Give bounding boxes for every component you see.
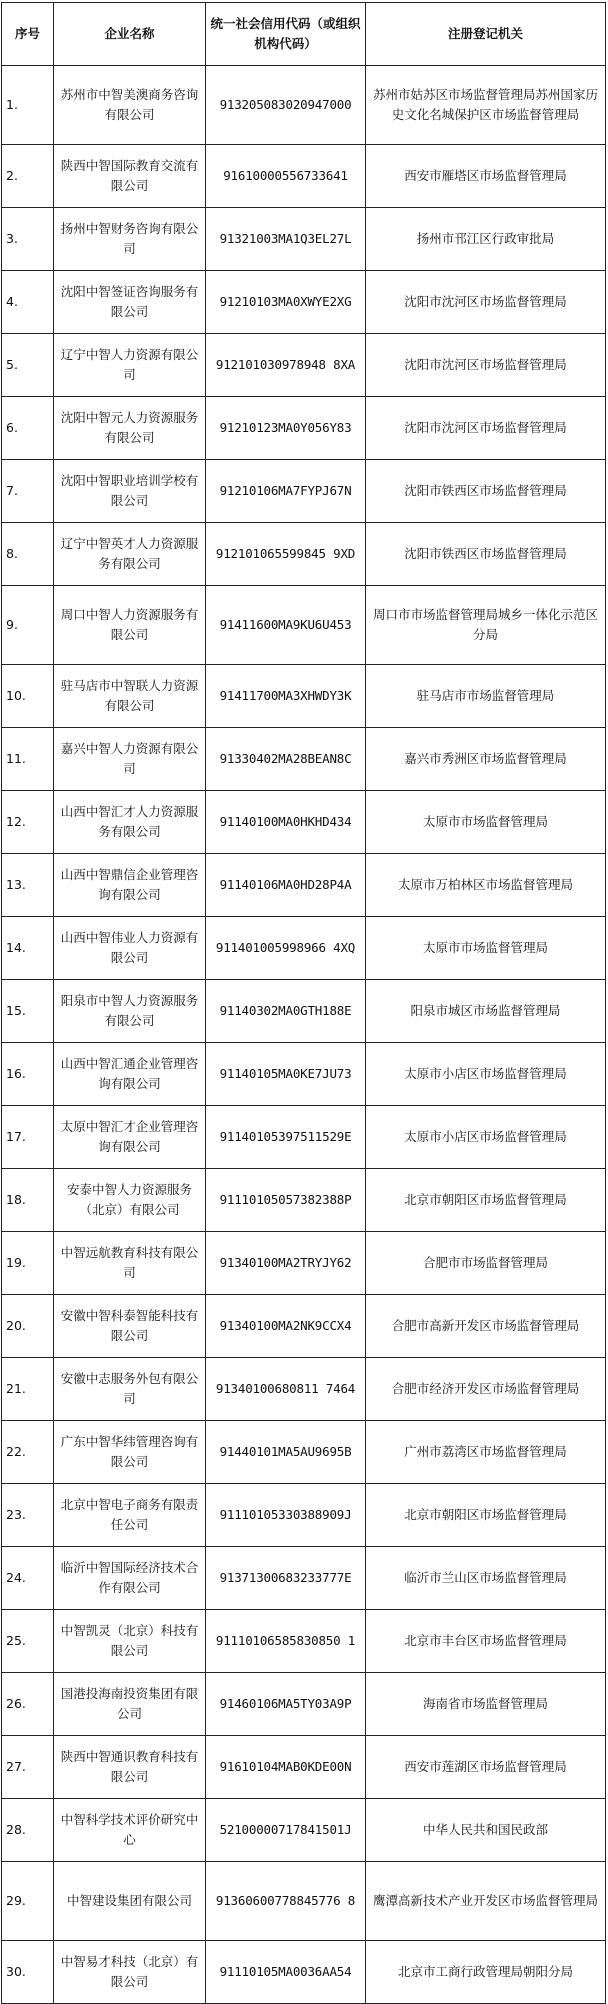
table-row [2, 1295, 606, 1358]
registration-authority: 周口市市场监督管理局城乡一体化示范区分局 [366, 586, 606, 665]
registration-authority: 合肥市经济开发区市场监督管理局 [366, 1358, 606, 1421]
company-name: 中智建设集团有限公司 [54, 1862, 206, 1941]
registration-authority: 北京市工商行政管理局朝阳分局 [366, 1941, 606, 2004]
registration-authority: 合肥市高新开发区市场监督管理局 [366, 1295, 606, 1358]
row-index: 8. [2, 523, 54, 586]
row-index: 6. [2, 397, 54, 460]
registration-authority: 沈阳市铁西区市场监督管理局 [366, 523, 606, 586]
credit-code: 91110106585830850 1 [206, 1610, 366, 1673]
registration-authority: 沈阳市沈河区市场监督管理局 [366, 334, 606, 397]
registration-authority: 驻马店市市场监督管理局 [366, 665, 606, 728]
registration-authority: 太原市小店区市场监督管理局 [366, 1043, 606, 1106]
table-row [2, 1736, 606, 1799]
credit-code: 91610000556733641 [206, 145, 366, 208]
table-row [2, 1862, 606, 1941]
credit-code: 91411700MA3XHWDY3K [206, 665, 366, 728]
registration-authority: 北京市丰台区市场监督管理局 [366, 1610, 606, 1673]
credit-code: 91140105397511529E [206, 1106, 366, 1169]
company-name: 陕西中智通识教育科技有限公司 [54, 1736, 206, 1799]
header-row [2, 3, 606, 66]
table-row [2, 728, 606, 791]
credit-code: 91110105330388909J [206, 1484, 366, 1547]
table-row [2, 1547, 606, 1610]
table-row [2, 397, 606, 460]
credit-code: 91210106MA7FYPJ67N [206, 460, 366, 523]
table-row [2, 791, 606, 854]
company-name: 北京中智电子商务有限责任公司 [54, 1484, 206, 1547]
registration-authority: 西安市雁塔区市场监督管理局 [366, 145, 606, 208]
company-name: 周口中智人力资源服务有限公司 [54, 586, 206, 665]
row-index: 24. [2, 1547, 54, 1610]
registration-authority: 海南省市场监督管理局 [366, 1673, 606, 1736]
row-index: 9. [2, 586, 54, 665]
row-index: 28. [2, 1799, 54, 1862]
table-row [2, 1673, 606, 1736]
header-credit-code: 统一社会信用代码（或组织机构代码） [206, 3, 366, 66]
table-row [2, 1106, 606, 1169]
registration-authority: 苏州市姑苏区市场监督管理局苏州国家历史文化名城保护区市场监督管理局 [366, 66, 606, 145]
table-body [2, 66, 606, 2004]
company-name: 临沂中智国际经济技术合作有限公司 [54, 1547, 206, 1610]
company-name: 国港投海南投资集团有限公司 [54, 1673, 206, 1736]
credit-code: 91140302MA0GTH188E [206, 980, 366, 1043]
company-name: 嘉兴中智人力资源有限公司 [54, 728, 206, 791]
registration-authority: 太原市小店区市场监督管理局 [366, 1106, 606, 1169]
row-index: 13. [2, 854, 54, 917]
credit-code: 91460106MA5TY03A9P [206, 1673, 366, 1736]
table-row [2, 854, 606, 917]
row-index: 10. [2, 665, 54, 728]
table-row [2, 586, 606, 665]
table-row [2, 1232, 606, 1295]
company-name: 阳泉市中智人力资源服务有限公司 [54, 980, 206, 1043]
header-registration-authority: 注册登记机关 [366, 3, 606, 66]
header-company-name: 企业名称 [54, 3, 206, 66]
row-index: 21. [2, 1358, 54, 1421]
table-row [2, 1421, 606, 1484]
company-name: 山西中智汇通企业管理咨询有限公司 [54, 1043, 206, 1106]
company-name: 沈阳中智元人力资源服务有限公司 [54, 397, 206, 460]
credit-code: 91210123MA0Y056Y83 [206, 397, 366, 460]
registration-authority: 沈阳市铁西区市场监督管理局 [366, 460, 606, 523]
credit-code: 91210103MA0XWYE2XG [206, 271, 366, 334]
company-name: 辽宁中智英才人力资源服务有限公司 [54, 523, 206, 586]
table-row [2, 1941, 606, 2004]
registration-authority: 鹰潭高新技术产业开发区市场监督管理局 [366, 1862, 606, 1941]
row-index: 25. [2, 1610, 54, 1673]
row-index: 12. [2, 791, 54, 854]
company-name: 中智远航教育科技有限公司 [54, 1232, 206, 1295]
company-name: 安徽中志服务外包有限公司 [54, 1358, 206, 1421]
registration-authority: 太原市市场监督管理局 [366, 791, 606, 854]
table-row [2, 145, 606, 208]
registration-authority: 中华人民共和国民政部 [366, 1799, 606, 1862]
registration-authority: 西安市莲湖区市场监督管理局 [366, 1736, 606, 1799]
table-row [2, 208, 606, 271]
registration-authority: 沈阳市沈河区市场监督管理局 [366, 271, 606, 334]
table-row [2, 1799, 606, 1862]
credit-code: 91371300683233777E [206, 1547, 366, 1610]
company-name: 山西中智伟业人力资源有限公司 [54, 917, 206, 980]
credit-code: 91110105057382388P [206, 1169, 366, 1232]
registration-authority: 广州市荔湾区市场监督管理局 [366, 1421, 606, 1484]
table-row [2, 1169, 606, 1232]
credit-code: 91360600778845776 8 [206, 1862, 366, 1941]
table-row [2, 334, 606, 397]
credit-code: 91321003MA1Q3EL27L [206, 208, 366, 271]
company-name: 安泰中智人力资源服务（北京）有限公司 [54, 1169, 206, 1232]
credit-code: 91411600MA9KU6U453 [206, 586, 366, 665]
credit-code: 913205083020947000 [206, 66, 366, 145]
registration-authority: 嘉兴市秀洲区市场监督管理局 [366, 728, 606, 791]
credit-code: 91440101MA5AU9695B [206, 1421, 366, 1484]
table-row [2, 271, 606, 334]
company-name: 驻马店市中智联人力资源有限公司 [54, 665, 206, 728]
table-row [2, 1484, 606, 1547]
row-index: 7. [2, 460, 54, 523]
table-row [2, 1043, 606, 1106]
row-index: 30. [2, 1941, 54, 2004]
credit-code: 91330402MA28BEAN8C [206, 728, 366, 791]
table-row [2, 665, 606, 728]
row-index: 22. [2, 1421, 54, 1484]
credit-code: 91110105MA0036AA54 [206, 1941, 366, 2004]
table-header [2, 3, 606, 66]
credit-code: 912101030978948 8XA [206, 334, 366, 397]
credit-code: 91340100MA2TRYJY62 [206, 1232, 366, 1295]
company-name: 太原中智汇才企业管理咨询有限公司 [54, 1106, 206, 1169]
row-index: 29. [2, 1862, 54, 1941]
registration-authority: 阳泉市城区市场监督管理局 [366, 980, 606, 1043]
company-name: 广东中智华纬管理咨询有限公司 [54, 1421, 206, 1484]
row-index: 5. [2, 334, 54, 397]
company-name: 中智科学技术评价研究中心 [54, 1799, 206, 1862]
company-name: 苏州市中智美澳商务咨询有限公司 [54, 66, 206, 145]
registration-authority: 北京市朝阳区市场监督管理局 [366, 1169, 606, 1232]
company-name: 辽宁中智人力资源有限公司 [54, 334, 206, 397]
row-index: 4. [2, 271, 54, 334]
credit-code: 91610104MAB0KDE00N [206, 1736, 366, 1799]
row-index: 3. [2, 208, 54, 271]
company-name: 陕西中智国际教育交流有限公司 [54, 145, 206, 208]
credit-code: 91140106MA0HD28P4A [206, 854, 366, 917]
row-index: 20. [2, 1295, 54, 1358]
table-row [2, 980, 606, 1043]
credit-code: 91140105MA0KE7JU73 [206, 1043, 366, 1106]
row-index: 26. [2, 1673, 54, 1736]
table-row [2, 1358, 606, 1421]
company-name: 山西中智鼎信企业管理咨询有限公司 [54, 854, 206, 917]
registration-authority: 扬州市邗江区行政审批局 [366, 208, 606, 271]
credit-code: 91340100MA2NK9CCX4 [206, 1295, 366, 1358]
row-index: 1. [2, 66, 54, 145]
credit-code: 91140100MA0HKHD434 [206, 791, 366, 854]
company-registry-table [1, 2, 606, 2004]
table-row [2, 460, 606, 523]
row-index: 18. [2, 1169, 54, 1232]
table-row [2, 917, 606, 980]
credit-code: 911401005998966 4XQ [206, 917, 366, 980]
row-index: 23. [2, 1484, 54, 1547]
registration-authority: 沈阳市沈河区市场监督管理局 [366, 397, 606, 460]
company-name: 中智易才科技（北京）有限公司 [54, 1941, 206, 2004]
registration-authority: 太原市万柏林区市场监督管理局 [366, 854, 606, 917]
table-row [2, 1610, 606, 1673]
row-index: 15. [2, 980, 54, 1043]
credit-code: 52100000717841501J [206, 1799, 366, 1862]
company-name: 沈阳中智职业培训学校有限公司 [54, 460, 206, 523]
row-index: 16. [2, 1043, 54, 1106]
credit-code: 91340100680811 7464 [206, 1358, 366, 1421]
company-name: 山西中智汇才人力资源服务有限公司 [54, 791, 206, 854]
company-name: 扬州中智财务咨询有限公司 [54, 208, 206, 271]
company-name: 中智凯灵（北京）科技有限公司 [54, 1610, 206, 1673]
registration-authority: 合肥市市场监督管理局 [366, 1232, 606, 1295]
registration-authority: 临沂市兰山区市场监督管理局 [366, 1547, 606, 1610]
registration-authority: 太原市市场监督管理局 [366, 917, 606, 980]
row-index: 14. [2, 917, 54, 980]
row-index: 17. [2, 1106, 54, 1169]
credit-code: 912101065599845 9XD [206, 523, 366, 586]
company-name: 安徽中智科泰智能科技有限公司 [54, 1295, 206, 1358]
table-row [2, 523, 606, 586]
table-row [2, 66, 606, 145]
registration-authority: 北京市朝阳区市场监督管理局 [366, 1484, 606, 1547]
header-index: 序号 [2, 3, 54, 66]
row-index: 19. [2, 1232, 54, 1295]
row-index: 2. [2, 145, 54, 208]
company-name: 沈阳中智签证咨询服务有限公司 [54, 271, 206, 334]
row-index: 11. [2, 728, 54, 791]
row-index: 27. [2, 1736, 54, 1799]
